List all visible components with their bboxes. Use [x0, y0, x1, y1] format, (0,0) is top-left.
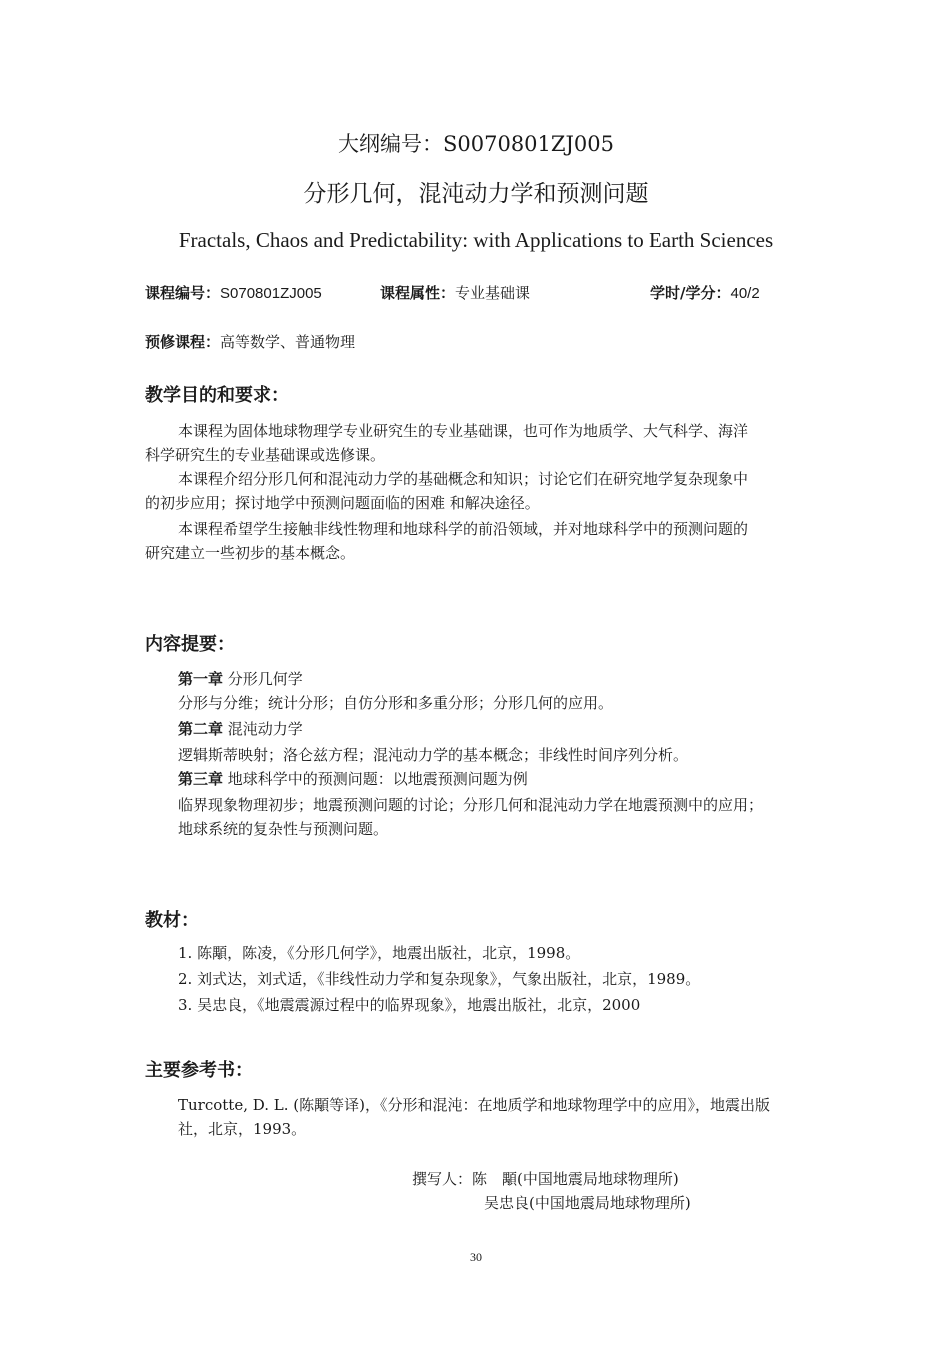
chapter-2-heading [178, 718, 303, 739]
course-type-field [380, 282, 530, 303]
objectives-heading: 教学目的和要求： [145, 385, 289, 406]
hours-credits-field [650, 282, 760, 303]
chapter-1-title: 分形几何学 [227, 670, 303, 688]
chapter-3-body: 地球系统的复杂性与预测问题。 [178, 820, 389, 838]
page-number: 30 [470, 1250, 482, 1264]
reference-line: Turcotte, D. L. (陈顒等译)，《分形和混沌：在地质学和地球物理学中的应用》，地震出版 [178, 1096, 770, 1114]
chapter-3-body: 临界现象物理初步；地震预测问题的讨论；分形几何和混沌动力学在地震预测中的应用； [178, 796, 764, 814]
reference-line: 社，北京，1993。 [178, 1120, 307, 1138]
author-line: 撰写人：陈 顒(中国地震局地球物理所) [412, 1170, 679, 1188]
hours-credits-value: 40/2 [730, 285, 760, 302]
references-heading: 主要参考书： [145, 1060, 253, 1081]
course-number-field [145, 282, 322, 303]
objectives-line: 本课程希望学生接触非线性物理和地球科学的前沿领域，并对地球科学中的预测问题的 [178, 520, 749, 538]
chapter-2-body: 逻辑斯蒂映射；洛仑兹方程；混沌动力学的基本概念；非线性时间序列分析。 [178, 746, 689, 764]
textbook-item: 1. 陈顒，陈凌，《分形几何学》，地震出版社，北京，1998。 [178, 944, 581, 962]
outline-number: 大纲编号：S0070801ZJ005 [337, 132, 614, 156]
author-line: 吴忠良(中国地震局地球物理所) [484, 1194, 691, 1212]
course-title-en: Fractals, Chaos and Predictability: with Applications to Earth Sciences [178, 228, 774, 252]
textbooks-heading: 教材： [145, 910, 199, 931]
objectives-line: 科学研究生的专业基础课或选修课。 [145, 446, 386, 464]
hours-credits-label: 学时/学分： [650, 284, 731, 302]
textbook-item: 2. 刘式达，刘式适，《非线性动力学和复杂现象》，气象出版社，北京，1989。 [178, 970, 701, 988]
chapter-3-title: 地球科学中的预测问题：以地震预测问题为例 [227, 770, 528, 788]
objectives-line: 的初步应用；探讨地学中预测问题面临的困难 和解决途径。 [145, 494, 540, 512]
prerequisite-field [145, 331, 355, 352]
chapter-3-heading [178, 768, 528, 789]
prerequisite-value: 高等数学、普通物理 [220, 333, 356, 351]
course-type-value: 专业基础课 [455, 284, 531, 302]
course-number-label: 课程编号： [145, 284, 221, 302]
chapter-3-label: 第三章 [178, 770, 224, 788]
chapter-1-label: 第一章 [178, 670, 224, 688]
course-type-label: 课程属性： [380, 284, 456, 302]
objectives-line: 本课程介绍分形几何和混沌动力学的基础概念和知识；讨论它们在研究地学复杂现象中 [178, 470, 749, 488]
chapter-2-label: 第二章 [178, 720, 224, 738]
textbook-item: 3. 吴忠良，《地震震源过程中的临界现象》，地震出版社，北京，2000 [178, 996, 641, 1014]
course-number-value: S070801ZJ005 [220, 285, 322, 302]
course-title-cn: 分形几何，混沌动力学和预测问题 [303, 181, 649, 207]
chapter-1-body: 分形与分维；统计分形；自仿分形和多重分形；分形几何的应用。 [178, 694, 614, 712]
chapter-1-heading [178, 668, 303, 689]
prerequisite-label: 预修课程： [145, 333, 221, 351]
content-heading: 内容提要： [145, 634, 235, 655]
objectives-line: 研究建立一些初步的基本概念。 [145, 544, 356, 562]
objectives-line: 本课程为固体地球物理学专业研究生的专业基础课，也可作为地质学、大气科学、海洋 [178, 422, 749, 440]
chapter-2-title: 混沌动力学 [227, 720, 303, 738]
